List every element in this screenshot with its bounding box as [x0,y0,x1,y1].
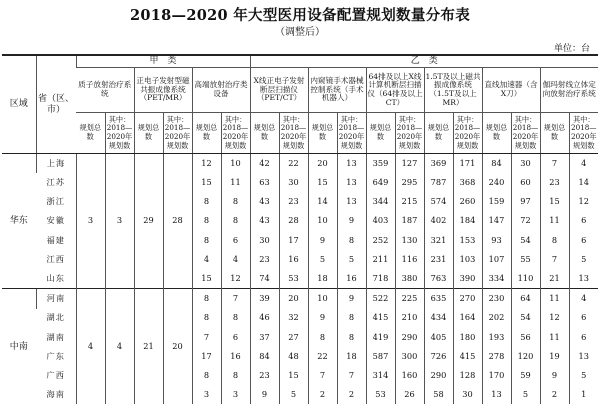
cell-value: 13 [482,385,511,404]
subheader-new: 其中：2018—2020年规划数 [337,113,366,154]
cell-value: 127 [395,154,424,174]
cell-value: 53 [366,385,395,404]
subheader-total: 规划总数 [540,113,569,154]
cell-value: 18 [337,347,366,366]
cell-value: 187 [395,212,424,231]
cell-value: 240 [482,173,511,192]
cell-value: 17 [192,347,221,366]
cell-value: 9 [337,289,366,309]
cell-value: 763 [424,269,453,289]
region-name: 中南 [2,289,36,404]
cell-value: 12 [221,269,250,289]
cell-value: 635 [424,289,453,309]
subheader-new: 其中：2018—2020年规划数 [163,113,192,154]
page-title: 2018—2020 年大型医用设备配置规划数量分布表 [0,4,600,25]
cell-value: 13 [569,347,598,366]
cell-value: 93 [482,231,511,250]
cell-value: 19 [540,347,569,366]
cell-value: 7 [192,328,221,347]
cell-value: 180 [453,328,482,347]
cell-value: 522 [366,289,395,309]
cell-value: 103 [453,250,482,269]
cell-value: 30 [279,173,308,192]
cell-value: 37 [250,328,279,347]
cell-value: 13 [337,173,366,192]
cell-value: 22 [279,154,308,174]
cell-value: 587 [366,347,395,366]
allocation-table [2,54,598,404]
province-name: 浙江 [36,192,76,211]
cell-value: 23 [540,173,569,192]
cell-value: 63 [250,173,279,192]
cell-value: 84 [482,154,511,174]
table-row [2,289,598,309]
cell-value: 225 [395,289,424,309]
cell-value: 12 [540,309,569,328]
cell-value: 5 [569,366,598,385]
cell-value: 23 [250,366,279,385]
cell-value: 14 [308,192,337,211]
cell-value: 7 [540,250,569,269]
cell-value: 11 [540,289,569,309]
header-device-8: 直线加速器（含X刀） [482,68,540,113]
cell-value: 5 [279,385,308,404]
category-a-region-value: 21 [134,289,163,404]
cell-value: 9 [308,231,337,250]
cell-value: 43 [250,212,279,231]
cell-value: 16 [221,347,250,366]
cell-value: 9 [540,366,569,385]
cell-value: 2 [337,385,366,404]
cell-value: 295 [395,173,424,192]
cell-value: 3 [221,385,250,404]
cell-value: 403 [366,212,395,231]
subheader-new: 其中：2018—2020年规划数 [105,113,134,154]
header-device-1: 质子放射治疗系统 [76,68,134,113]
cell-value: 55 [511,250,540,269]
cell-value: 15 [192,269,221,289]
cell-value: 9 [250,385,279,404]
cell-value: 153 [453,231,482,250]
cell-value: 7 [337,366,366,385]
cell-value: 170 [482,366,511,385]
cell-value: 56 [511,328,540,347]
cell-value: 405 [424,328,453,347]
cell-value: 434 [424,309,453,328]
cell-value: 290 [395,328,424,347]
cell-value: 7 [308,366,337,385]
cell-value: 419 [366,328,395,347]
cell-value: 6 [569,328,598,347]
province-name: 上海 [36,154,76,174]
cell-value: 97 [511,192,540,211]
cell-value: 17 [279,231,308,250]
cell-value: 53 [279,269,308,289]
cell-value: 415 [366,309,395,328]
cell-value: 30 [453,385,482,404]
cell-value: 107 [482,250,511,269]
subheader-total: 规划总数 [424,113,453,154]
subheader-total: 规划总数 [134,113,163,154]
cell-value: 260 [453,192,482,211]
header-device-2: 正电子发射型磁共振成像系统（PET/MR） [134,68,192,113]
subheader-total: 规划总数 [250,113,279,154]
cell-value: 8 [337,309,366,328]
cell-value: 164 [453,309,482,328]
cell-value: 6 [569,231,598,250]
header-device-3: 高端放射治疗类设备 [192,68,250,113]
cell-value: 13 [569,269,598,289]
cell-value: 7 [221,289,250,309]
cell-value: 54 [511,309,540,328]
cell-value: 290 [424,366,453,385]
cell-value: 110 [511,269,540,289]
cell-value: 369 [424,154,453,174]
province-name: 湖南 [36,328,76,347]
province-name: 河南 [36,289,76,309]
cell-value: 321 [424,231,453,250]
header-device-6: 64排及以上X线计算机断层扫描仪（64排及以上CT） [366,68,424,113]
cell-value: 10 [221,154,250,174]
subheader-new: 其中：2018—2020年规划数 [511,113,540,154]
cell-value: 8 [540,231,569,250]
cell-value: 18 [308,269,337,289]
cell-value: 16 [337,269,366,289]
cell-value: 649 [366,173,395,192]
subheader-new: 其中：2018—2020年规划数 [221,113,250,154]
cell-value: 1 [569,385,598,404]
cell-value: 278 [482,347,511,366]
cell-value: 718 [366,269,395,289]
province-name: 广东 [36,347,76,366]
cell-value: 6 [569,212,598,231]
header-device-9: 伽玛射线立体定向放射治疗系统 [540,68,598,113]
cell-value: 8 [192,289,221,309]
cell-value: 334 [482,269,511,289]
cell-value: 231 [424,250,453,269]
cell-value: 160 [395,366,424,385]
cell-value: 23 [279,192,308,211]
category-a-region-value: 29 [134,154,163,289]
cell-value: 252 [366,231,395,250]
subheader-total: 规划总数 [192,113,221,154]
header-province: 省（区、市） [36,55,76,154]
cell-value: 46 [250,309,279,328]
cell-value: 344 [366,192,395,211]
cell-value: 202 [482,309,511,328]
cell-value: 359 [366,154,395,174]
cell-value: 10 [308,289,337,309]
cell-value: 16 [279,250,308,269]
subheader-total: 规划总数 [308,113,337,154]
cell-value: 60 [511,173,540,192]
cell-value: 402 [424,212,453,231]
header-device-5: 内窥镜手术器械控制系统（手术机器人） [308,68,366,113]
cell-value: 215 [395,192,424,211]
province-name: 安徽 [36,212,76,231]
province-name: 福建 [36,231,76,250]
cell-value: 15 [192,173,221,192]
cell-value: 5 [511,385,540,404]
cell-value: 20 [308,154,337,174]
cell-value: 11 [221,173,250,192]
cell-value: 30 [511,154,540,174]
header-category-b: 乙 类 [250,55,598,68]
cell-value: 8 [221,212,250,231]
category-a-region-value: 4 [105,289,134,404]
cell-value: 13 [337,154,366,174]
cell-value: 147 [482,212,511,231]
cell-value: 11 [540,212,569,231]
cell-value: 270 [453,289,482,309]
cell-value: 42 [250,154,279,174]
cell-value: 27 [279,328,308,347]
cell-value: 26 [395,385,424,404]
category-a-region-value: 4 [76,289,105,404]
header-category-a: 甲 类 [76,55,250,68]
cell-value: 415 [453,347,482,366]
subheader-new: 其中：2018—2020年规划数 [569,113,598,154]
cell-value: 6 [569,309,598,328]
cell-value: 4 [221,250,250,269]
cell-value: 9 [308,309,337,328]
province-name: 江西 [36,250,76,269]
cell-value: 159 [482,192,511,211]
cell-value: 380 [395,269,424,289]
cell-value: 211 [366,250,395,269]
cell-value: 574 [424,192,453,211]
category-a-region-value: 28 [163,154,192,289]
cell-value: 84 [250,347,279,366]
cell-value: 12 [192,154,221,174]
cell-value: 5 [337,250,366,269]
cell-value: 5 [308,250,337,269]
cell-value: 58 [424,385,453,404]
cell-value: 8 [192,309,221,328]
cell-value: 8 [221,309,250,328]
subheader-total: 规划总数 [482,113,511,154]
cell-value: 230 [482,289,511,309]
cell-value: 3 [192,385,221,404]
province-name: 广西 [36,366,76,385]
cell-value: 210 [395,309,424,328]
cell-value: 193 [482,328,511,347]
cell-value: 7 [540,154,569,174]
province-name: 湖北 [36,309,76,328]
cell-value: 20 [279,289,308,309]
cell-value: 8 [192,231,221,250]
cell-value: 314 [366,366,395,385]
cell-value: 72 [511,212,540,231]
table-row [2,154,598,174]
cell-value: 8 [221,366,250,385]
category-a-region-value: 3 [76,154,105,289]
cell-value: 726 [424,347,453,366]
province-name: 山东 [36,269,76,289]
cell-value: 4 [569,289,598,309]
cell-value: 2 [540,385,569,404]
cell-value: 300 [395,347,424,366]
category-a-region-value: 3 [105,154,134,289]
cell-value: 12 [569,192,598,211]
header-subcolumns [2,113,598,154]
unit-label: 单位：台 [554,41,590,54]
cell-value: 32 [279,309,308,328]
cell-value: 8 [192,192,221,211]
cell-value: 6 [221,328,250,347]
cell-value: 8 [221,192,250,211]
page-subtitle: （调整后） [0,23,600,38]
subheader-new: 其中：2018—2020年规划数 [395,113,424,154]
cell-value: 4 [192,250,221,269]
header-region: 区域 [2,55,36,154]
cell-value: 54 [511,231,540,250]
cell-value: 787 [424,173,453,192]
cell-value: 184 [453,212,482,231]
cell-value: 368 [453,173,482,192]
subheader-new: 其中：2018—2020年规划数 [279,113,308,154]
cell-value: 120 [511,347,540,366]
cell-value: 39 [250,289,279,309]
cell-value: 8 [192,212,221,231]
header-device-7: 1.5T及以上磁共振成像系统（1.5T及以上MR） [424,68,482,113]
cell-value: 59 [511,366,540,385]
cell-value: 11 [540,328,569,347]
category-a-region-value: 20 [163,289,192,404]
cell-value: 13 [337,192,366,211]
cell-value: 6 [221,231,250,250]
province-name: 海南 [36,385,76,404]
cell-value: 43 [250,192,279,211]
cell-value: 130 [395,231,424,250]
cell-value: 48 [279,347,308,366]
cell-value: 2 [308,385,337,404]
cell-value: 74 [250,269,279,289]
cell-value: 9 [337,212,366,231]
cell-value: 116 [395,250,424,269]
cell-value: 171 [453,154,482,174]
cell-value: 4 [569,154,598,174]
cell-value: 8 [337,231,366,250]
cell-value: 64 [511,289,540,309]
subheader-new: 其中：2018—2020年规划数 [453,113,482,154]
cell-value: 14 [569,173,598,192]
cell-value: 15 [279,366,308,385]
cell-value: 8 [308,328,337,347]
cell-value: 22 [308,347,337,366]
cell-value: 30 [250,231,279,250]
province-name: 江苏 [36,173,76,192]
cell-value: 15 [308,173,337,192]
cell-value: 21 [540,269,569,289]
cell-value: 5 [569,250,598,269]
subheader-total: 规划总数 [366,113,395,154]
region-name: 华东 [2,154,36,289]
cell-value: 390 [453,269,482,289]
header-device-4: X线正电子发射断层扫描仪（PET/CT） [250,68,308,113]
cell-value: 28 [279,212,308,231]
cell-value: 8 [192,366,221,385]
cell-value: 10 [308,212,337,231]
cell-value: 128 [453,366,482,385]
subheader-total: 规划总数 [76,113,105,154]
cell-value: 15 [540,192,569,211]
cell-value: 23 [250,250,279,269]
table-body [2,154,598,404]
cell-value: 8 [337,328,366,347]
